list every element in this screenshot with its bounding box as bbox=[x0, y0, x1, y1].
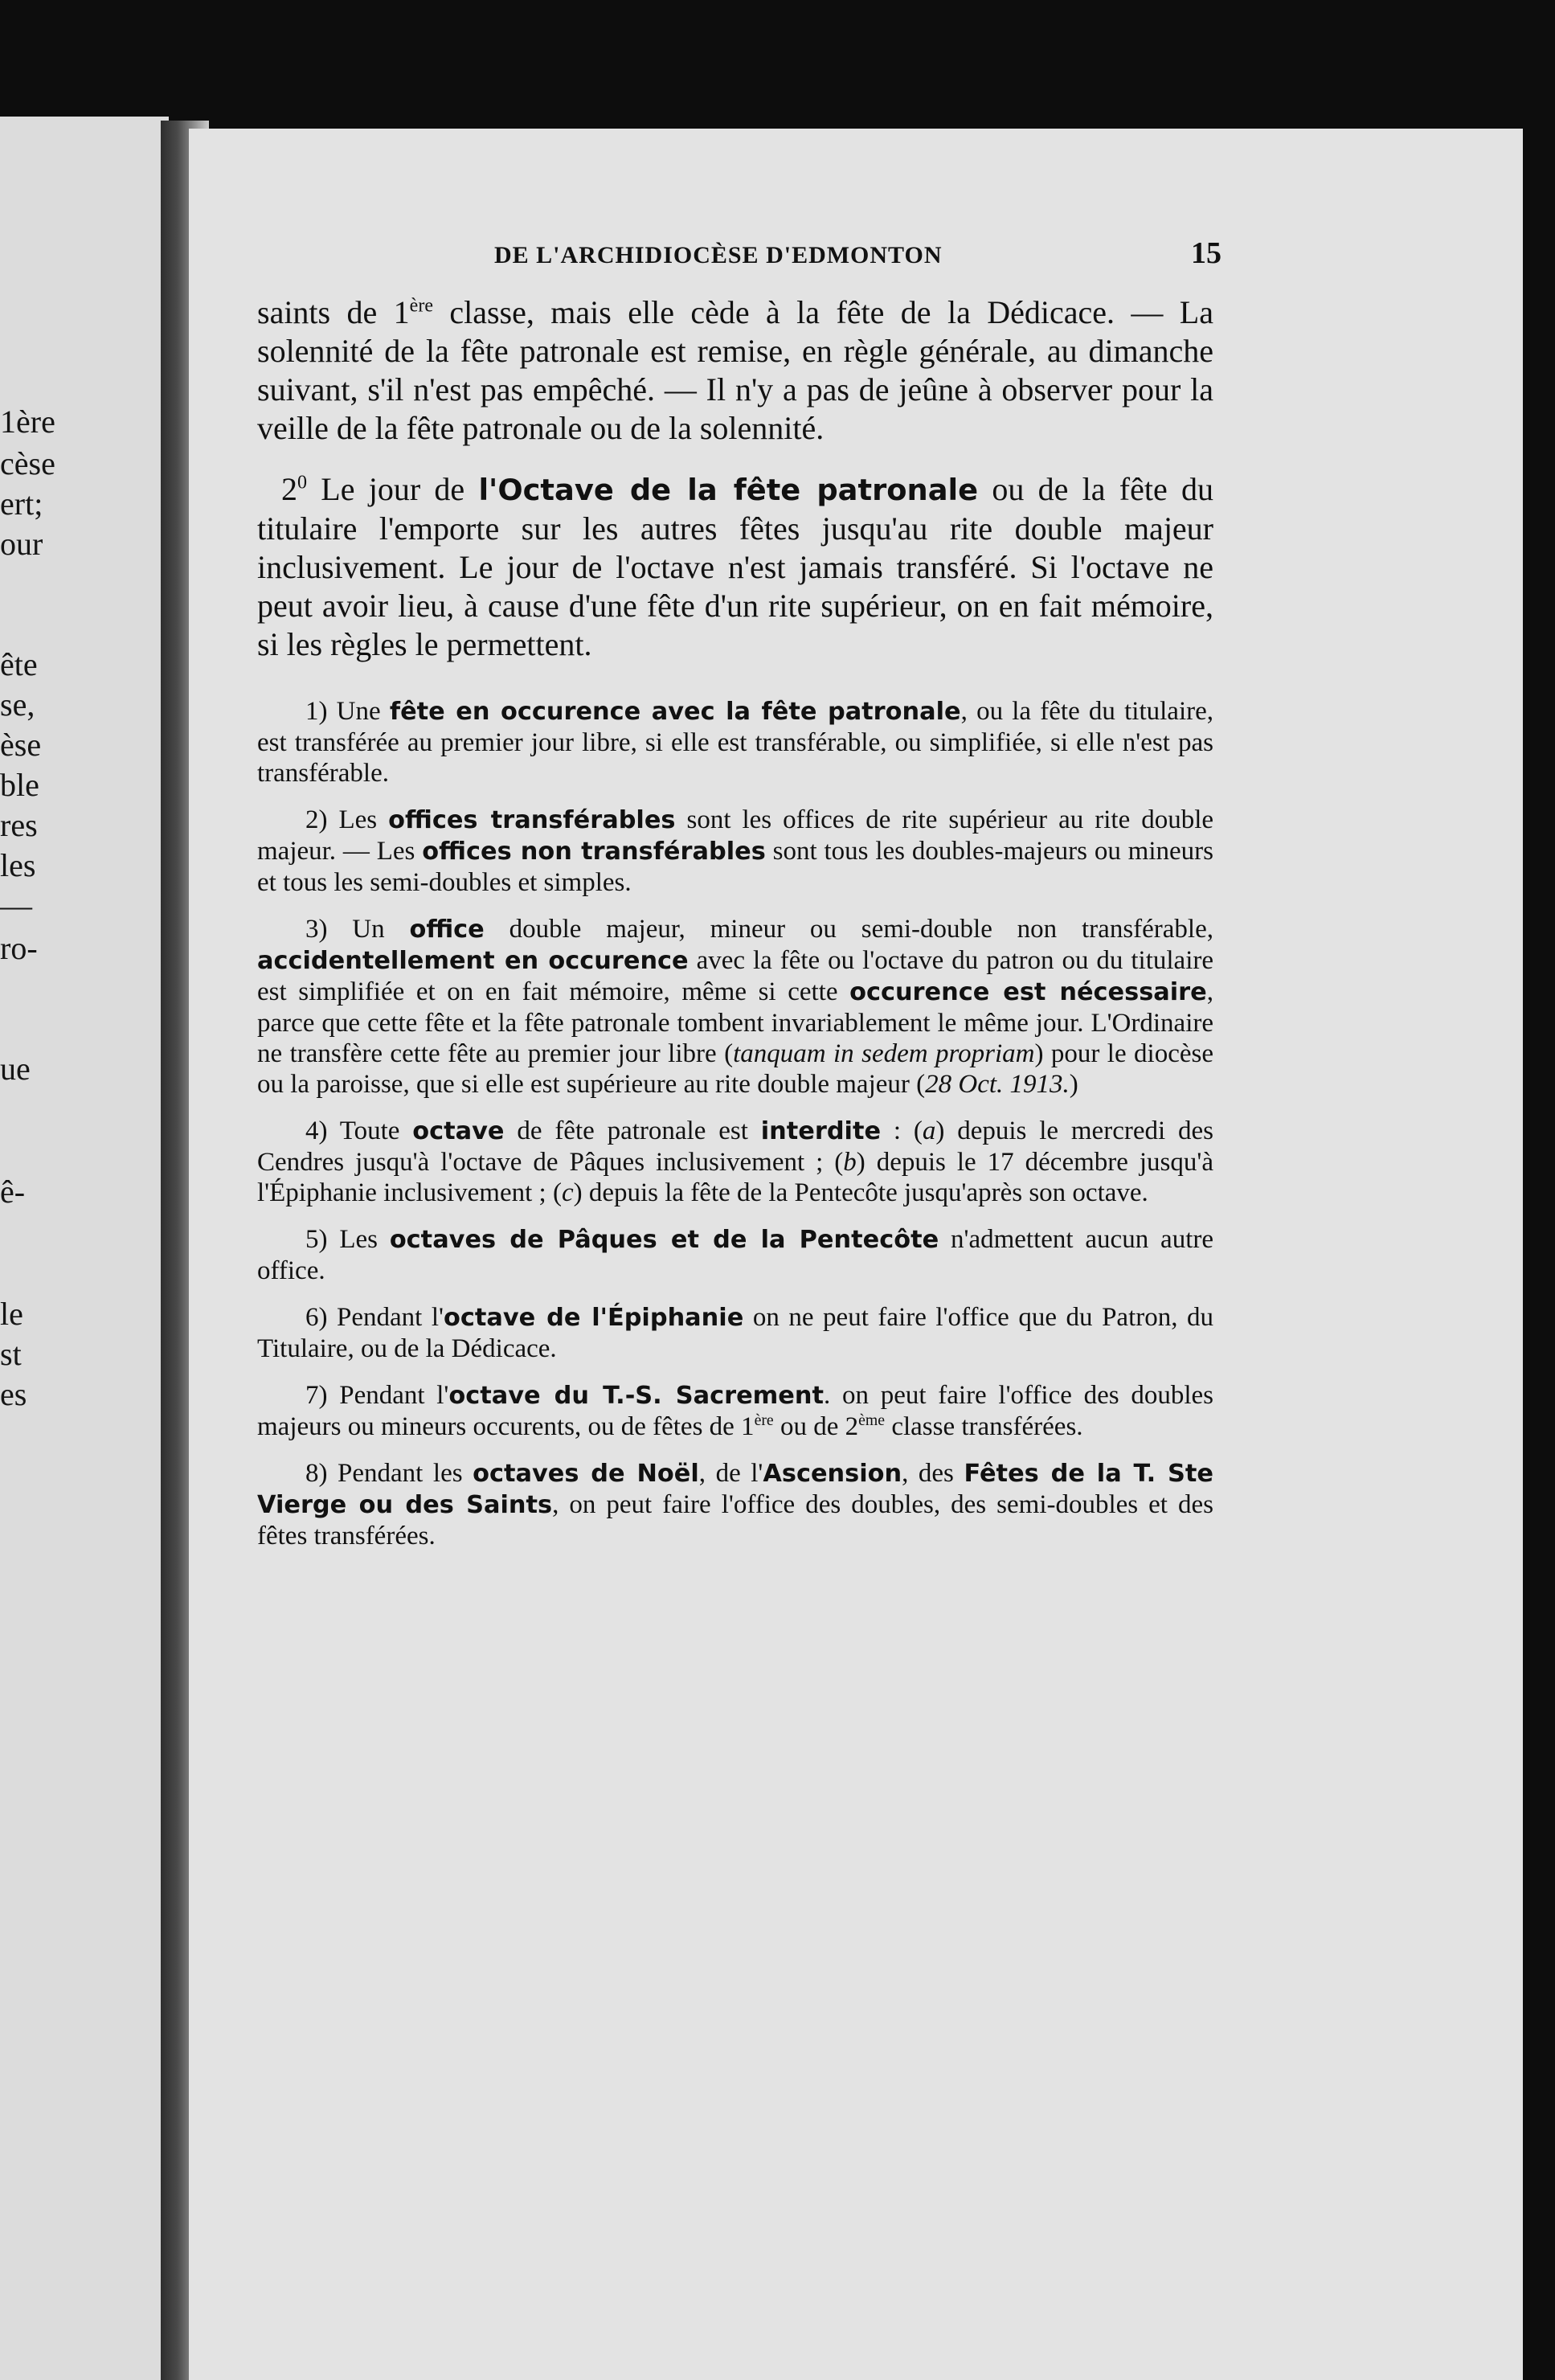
text-run: de fête patronale est bbox=[504, 1116, 761, 1145]
text-run: , des bbox=[902, 1459, 964, 1488]
rule-item-3 bbox=[257, 914, 1213, 1100]
text-run: 5) Les bbox=[305, 1225, 390, 1254]
bold-term: occurence est nécessaire bbox=[849, 978, 1207, 1006]
text-run: n'admettent aucun autre office. bbox=[257, 1225, 1213, 1285]
left-facing-page bbox=[0, 117, 169, 2380]
bold-term: offices transférables bbox=[388, 806, 676, 834]
bold-term: Fêtes de la T. Ste Vierge ou des Saints bbox=[257, 1460, 1214, 1519]
text-run: ) depuis le mercredi des Cendres jusqu'à l'octave de Pâques inclusivement ; ( bbox=[257, 1116, 1213, 1177]
text-run: : ( bbox=[881, 1116, 923, 1145]
rule-item-8 bbox=[257, 1458, 1213, 1551]
bold-term: octaves de Noël bbox=[473, 1460, 699, 1488]
rule-item-5 bbox=[257, 1224, 1213, 1286]
text-run: 3) Un bbox=[305, 915, 410, 944]
bold-term: octave du T.-S. Sacrement bbox=[448, 1382, 825, 1410]
italic-letter: b bbox=[843, 1148, 857, 1177]
italic-date: 28 Oct. 1913. bbox=[925, 1070, 1070, 1099]
bold-term: Ascension bbox=[763, 1460, 902, 1488]
left-fragment: ue bbox=[0, 1051, 31, 1087]
superscript: ème bbox=[858, 1411, 886, 1429]
text-run: Le jour de bbox=[307, 471, 479, 507]
rule-item-6 bbox=[257, 1302, 1213, 1364]
text-run: ou de 2 bbox=[773, 1412, 859, 1441]
left-fragment: — bbox=[0, 887, 32, 924]
header-title: DE L'ARCHIDIOCÈSE D'EDMONTON bbox=[494, 242, 943, 268]
text-run: ) pour le diocèse ou la paroisse, que si elle est supérieure au rite double majeur ( bbox=[257, 1039, 1213, 1099]
page-number: 15 bbox=[1191, 236, 1221, 270]
rule-item-7 bbox=[257, 1380, 1213, 1442]
text-run: , de l' bbox=[698, 1459, 763, 1488]
text-run: avec la fête ou l'octave du patron ou du titulaire est simplifiée et on en fait mémoire, même si cette bbox=[257, 946, 1213, 1006]
bold-term: octave de l'Épiphanie bbox=[444, 1304, 744, 1332]
text-run: , ou la fête du titulaire, est transférée au premier jour libre, si elle est transférable, ou simplifiée, si elle n'est pas transférable. bbox=[257, 697, 1213, 788]
paragraph-octave bbox=[257, 470, 1213, 664]
rule-item-4 bbox=[257, 1116, 1213, 1208]
text-run: sont les offices de rite supérieur au rite double majeur. — Les bbox=[257, 805, 1214, 866]
text-run: classe transférées. bbox=[885, 1412, 1083, 1441]
text-run: . on peut faire l'office des doubles majeurs ou mineurs occurents, ou de fêtes de 1 bbox=[257, 1381, 1214, 1441]
text-run: double majeur, mineur ou semi-double non transférable, bbox=[484, 915, 1213, 944]
text-run: ) depuis la fête de la Pentecôte jusqu'après son octave. bbox=[573, 1178, 1148, 1207]
text-run: 2) Les bbox=[305, 805, 389, 834]
superscript: ère bbox=[754, 1411, 774, 1429]
page-body bbox=[257, 293, 1213, 1551]
italic-letter: c bbox=[561, 1178, 574, 1207]
left-fragment: res bbox=[0, 807, 38, 843]
bold-term: fête en occurence avec la fête patronale bbox=[389, 698, 961, 726]
superscript: 0 bbox=[297, 472, 307, 494]
bold-term: octaves de Pâques et de la Pentecôte bbox=[389, 1226, 939, 1254]
left-fragment: èse bbox=[0, 727, 42, 763]
text-run: 1) Une bbox=[305, 697, 390, 726]
left-fragment: se, bbox=[0, 686, 35, 723]
bold-term: offices non transférables bbox=[422, 838, 766, 866]
text-run: 4) Toute bbox=[305, 1116, 413, 1145]
text-run: , parce que cette fête et la fête patronale tombent invariablement le même jour. L'Ordinaire ne transfère cette fête au premier jour libre ( bbox=[257, 977, 1213, 1068]
bold-term: interdite bbox=[760, 1117, 882, 1145]
left-fragment: le bbox=[0, 1296, 23, 1332]
text-run: sont tous les doubles-majeurs ou mineurs et tous les semi-doubles et simples. bbox=[257, 837, 1213, 897]
left-fragment: les bbox=[0, 847, 36, 883]
text-run: ou de la fête du titulaire l'emporte sur les autres fêtes jusqu'au rite double majeur inclusivement. Le jour de l'octave n'est jamais transféré. Si l'octave ne peut avoir lieu, à cause d'une fête d'un rite supérieur, on en fait mémoire, si les règles le permettent. bbox=[257, 471, 1213, 662]
left-fragment: ble bbox=[0, 767, 39, 803]
text-run: 7) Pendant l' bbox=[305, 1381, 449, 1410]
text-run: classe, mais elle cède à la fête de la Dédicace. — La solennité de la fête patronale est remise, en règle générale, au dimanche suivant, s'il n'est pas empêché. — Il n'y a pas de jeûne à observer pour la veille de la fête patronale ou de la solennité. bbox=[257, 294, 1213, 446]
italic-letter: a bbox=[922, 1116, 936, 1145]
bold-term: l'Octave de la fête patronale bbox=[478, 473, 979, 507]
left-fragment: cèse bbox=[0, 445, 55, 481]
text-run: 6) Pendant l' bbox=[305, 1303, 444, 1332]
text-run: ) bbox=[1069, 1070, 1078, 1099]
left-fragment: ête bbox=[0, 646, 38, 682]
text-run: 2 bbox=[281, 471, 297, 507]
rule-item-1 bbox=[257, 696, 1213, 789]
left-fragment: ro- bbox=[0, 930, 38, 966]
left-fragment: st bbox=[0, 1336, 22, 1372]
running-header bbox=[305, 236, 1221, 271]
rule-item-2 bbox=[257, 805, 1213, 898]
bold-term: octave bbox=[412, 1117, 505, 1145]
italic-latin: tanquam in sedem propriam bbox=[733, 1039, 1035, 1068]
left-fragment: 1ère bbox=[0, 403, 55, 440]
paragraph-continuation bbox=[257, 293, 1213, 448]
text-run: , on peut faire l'office des doubles, des semi-doubles et des fêtes transférées. bbox=[257, 1490, 1213, 1550]
text-run: on ne peut faire l'office que du Patron, du Titulaire, ou de la Dédicace. bbox=[257, 1303, 1214, 1363]
superscript: ère bbox=[409, 295, 433, 317]
left-fragment: ê- bbox=[0, 1174, 26, 1210]
left-fragment: our bbox=[0, 526, 43, 562]
left-fragment: ert; bbox=[0, 485, 43, 522]
text-run: saints de 1 bbox=[257, 294, 410, 330]
numbered-rules bbox=[257, 696, 1213, 1551]
text-run: 8) Pendant les bbox=[305, 1459, 473, 1488]
bold-term: office bbox=[409, 916, 485, 944]
bold-term: accidentellement en occurence bbox=[257, 947, 689, 975]
text-run: ) depuis le 17 décembre jusqu'à l'Épiphanie inclusivement ; ( bbox=[257, 1148, 1213, 1207]
left-fragment: es bbox=[0, 1376, 27, 1412]
